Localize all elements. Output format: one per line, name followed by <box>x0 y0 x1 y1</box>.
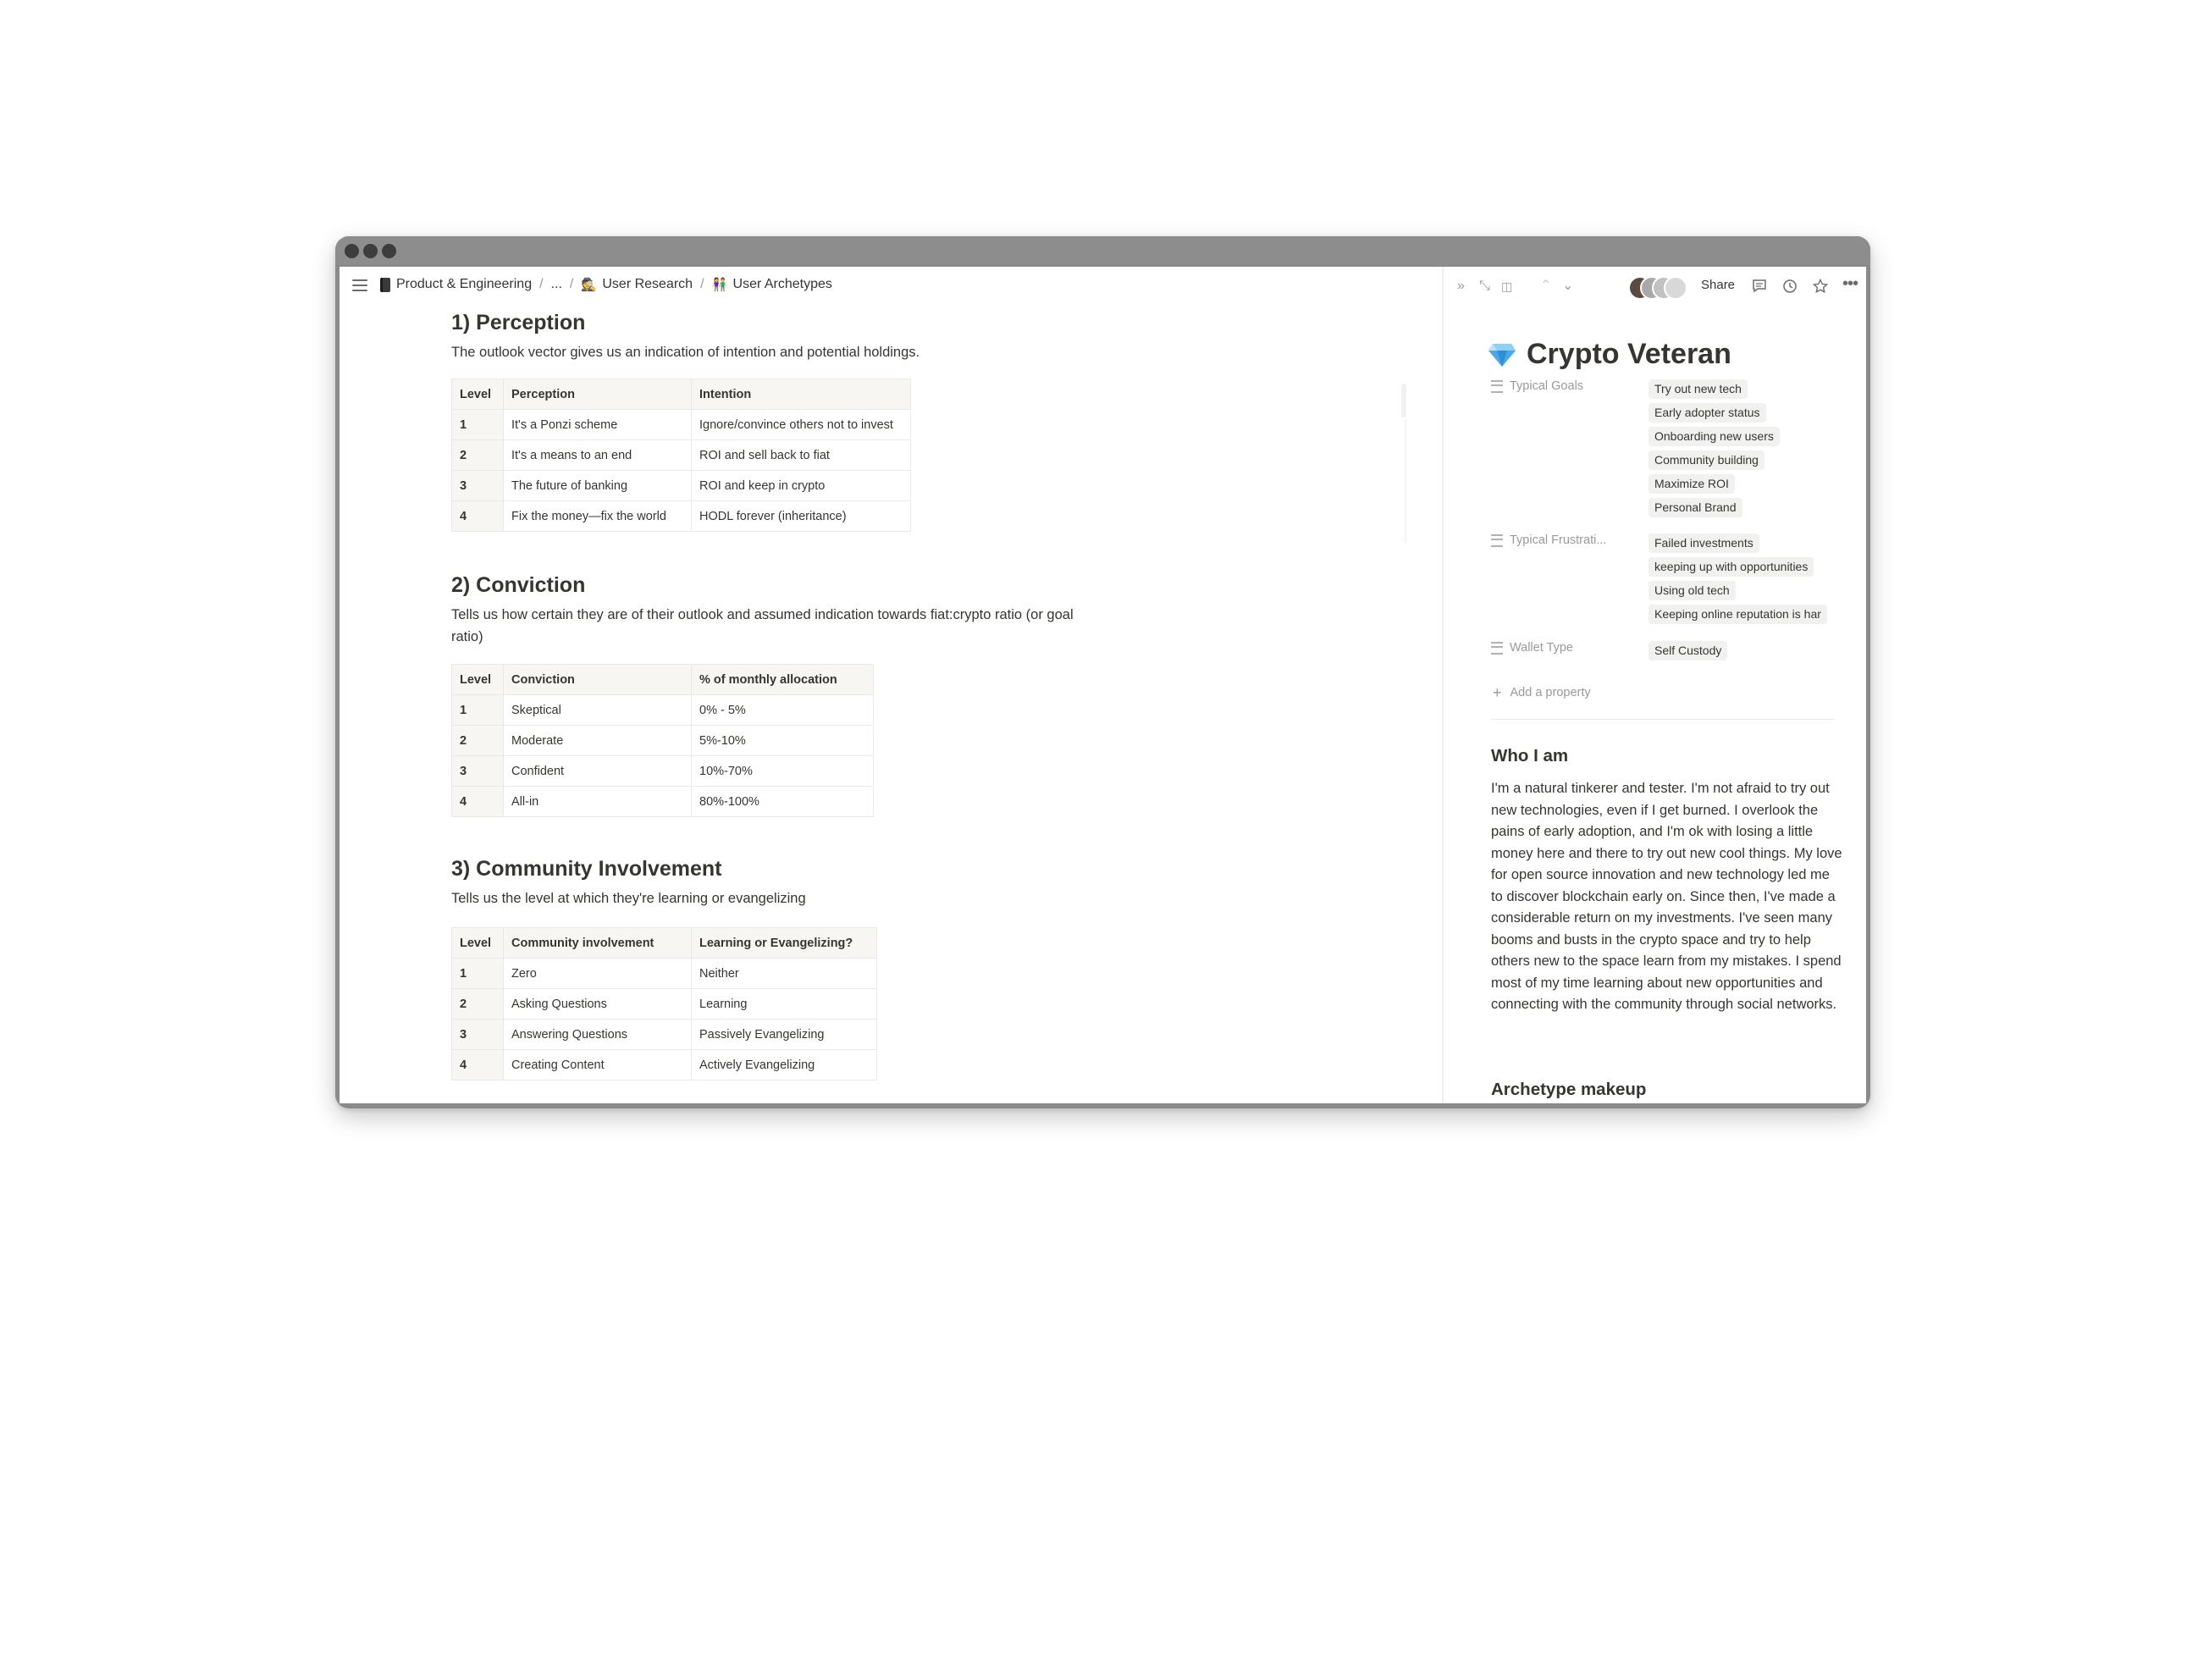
table-cell[interactable]: 2 <box>452 440 504 471</box>
table-cell[interactable]: The future of banking <box>504 471 692 501</box>
table-cell[interactable]: 3 <box>452 471 504 501</box>
detective-icon: 🕵 <box>581 278 598 292</box>
chevron-up-icon[interactable]: ⌃ <box>1540 279 1552 293</box>
table-row <box>452 989 877 1020</box>
table-cell[interactable]: Learning <box>692 989 877 1020</box>
top-bar <box>340 267 1440 307</box>
main-document <box>340 267 1440 1103</box>
more-icon[interactable]: ••• <box>1842 274 1858 293</box>
conviction-table <box>451 664 874 817</box>
table-row <box>452 756 874 787</box>
archetype-makeup-heading: Archetype makeup <box>1491 1080 1647 1099</box>
breadcrumb-label: User Research <box>602 277 693 291</box>
table-cell[interactable]: Zero <box>504 959 692 989</box>
table-cell[interactable]: Passively Evangelizing <box>692 1020 877 1050</box>
column-header: Conviction <box>504 665 692 695</box>
menu-icon[interactable] <box>352 279 367 291</box>
property-typical-goals[interactable] <box>1491 379 1836 517</box>
tag: Try out new tech <box>1649 379 1748 399</box>
notebook-icon <box>380 278 390 292</box>
table-row <box>452 1020 877 1050</box>
tag: Failed investments <box>1649 533 1759 553</box>
table-cell[interactable]: Creating Content <box>504 1050 692 1080</box>
add-property-button[interactable] <box>1493 686 1591 699</box>
section-heading: 3) Community Involvement <box>451 857 722 881</box>
column-header: Learning or Evangelizing? <box>692 928 877 959</box>
tag: Using old tech <box>1649 581 1736 600</box>
breadcrumb-separator: / <box>700 277 704 291</box>
breadcrumb-label: ... <box>550 277 562 291</box>
avatar <box>1664 276 1687 300</box>
table-header-row <box>452 379 911 410</box>
property-label <box>1491 533 1649 547</box>
double-chevron-right-icon[interactable]: » <box>1457 279 1465 293</box>
table-row <box>452 726 874 756</box>
section-heading: 1) Perception <box>451 311 586 334</box>
tag: keeping up with opportunities <box>1649 557 1814 577</box>
table-row <box>452 440 911 471</box>
table-cell[interactable]: Ignore/convince others not to invest <box>692 410 911 440</box>
property-wallet-type[interactable] <box>1491 641 1836 660</box>
list-icon <box>1491 380 1503 393</box>
column-header: Community involvement <box>504 928 692 959</box>
table-cell[interactable]: 4 <box>452 787 504 817</box>
table-cell[interactable]: 3 <box>452 756 504 787</box>
property-name: Wallet Type <box>1510 641 1573 655</box>
table-scroll-track <box>1405 419 1406 543</box>
table-cell[interactable]: Skeptical <box>504 695 692 726</box>
table-cell[interactable]: Fix the money—fix the world <box>504 501 692 532</box>
expand-icon[interactable]: ⤡ <box>1479 279 1490 293</box>
page-title-row <box>1488 338 1731 371</box>
breadcrumb-item-user-archetypes[interactable] <box>712 277 832 292</box>
people-icon: 👫 <box>711 278 728 292</box>
table-cell[interactable]: 5%-10% <box>692 726 874 756</box>
app-screen <box>340 267 1866 1103</box>
table-row <box>452 1050 877 1080</box>
who-i-am-heading: Who I am <box>1491 746 1569 765</box>
table-row <box>452 471 911 501</box>
column-header: Intention <box>692 379 911 410</box>
add-property-label: Add a property <box>1510 686 1591 699</box>
breadcrumb-separator: / <box>539 277 544 291</box>
section-description: Tells us how certain they are of their outlook and assumed indication towards fiat:crypto ratio (or goal ratio) <box>451 607 1074 644</box>
breadcrumb-item-product-engineering[interactable] <box>380 277 532 292</box>
section-description: The outlook vector gives us an indication of intention and potential holdings. <box>451 345 920 360</box>
table-row <box>452 787 874 817</box>
table-cell[interactable]: 4 <box>452 1050 504 1080</box>
list-icon <box>1491 534 1503 547</box>
tag: Personal Brand <box>1649 498 1742 517</box>
page-title[interactable]: Crypto Veteran <box>1527 338 1731 370</box>
tag: Self Custody <box>1649 641 1727 660</box>
table-cell[interactable]: Answering Questions <box>504 1020 692 1050</box>
column-header: Level <box>452 665 504 695</box>
minimize-window-button[interactable] <box>363 244 378 258</box>
table-cell[interactable]: 1 <box>452 959 504 989</box>
chevron-down-icon[interactable]: ⌄ <box>1562 279 1574 293</box>
who-i-am-text[interactable]: I'm a natural tinkerer and tester. I'm not afraid to try out new technologies, even if I get burned. I overlook the pains of early adoption, and I'm ok with losing a little money here and there to try out new cool things. My love for open source innovation and new technology led me to discover blockchain early on. Since then, I've made a considerable return on my investments. I've seen many booms and busts in the crypto space and try to help others new to the space learn from my mistakes. I spend most of my time learning about new opportunities and connecting with the community through social networks. <box>1491 781 1842 1012</box>
column-header: Level <box>452 928 504 959</box>
table-cell[interactable]: 1 <box>452 695 504 726</box>
column-header: % of monthly allocation <box>692 665 874 695</box>
table-cell[interactable]: Neither <box>692 959 877 989</box>
breadcrumb-separator: / <box>569 277 574 291</box>
breadcrumb-item-user-research[interactable] <box>581 277 693 292</box>
table-cell[interactable]: HODL forever (inheritance) <box>692 501 911 532</box>
tag: Maximize ROI <box>1649 474 1735 494</box>
peek-toolbar <box>1444 267 1866 307</box>
property-typical-frustrations[interactable] <box>1491 533 1836 624</box>
table-header-row <box>452 928 877 959</box>
gem-icon <box>1488 342 1516 368</box>
tag: Early adopter status <box>1649 403 1766 423</box>
zoom-window-button[interactable] <box>382 244 396 258</box>
avatar-group[interactable] <box>1628 276 1703 298</box>
table-cell[interactable]: 10%-70% <box>692 756 874 787</box>
table-scroll-handle[interactable] <box>1401 384 1406 417</box>
history-icon[interactable] <box>1782 279 1798 298</box>
perception-table <box>451 379 911 532</box>
multi-select-tags[interactable] <box>1649 641 1836 660</box>
list-icon <box>1491 642 1503 655</box>
table-cell[interactable]: All-in <box>504 787 692 817</box>
comment-icon[interactable] <box>1752 279 1767 297</box>
table-cell[interactable]: Actively Evangelizing <box>692 1050 877 1080</box>
multi-select-tags[interactable] <box>1649 379 1836 517</box>
table-cell[interactable]: 80%-100% <box>692 787 874 817</box>
column-header: Level <box>452 379 504 410</box>
community-table <box>451 927 877 1080</box>
table-cell[interactable]: ROI and sell back to fiat <box>692 440 911 471</box>
close-window-button[interactable] <box>345 244 359 258</box>
column-header: Perception <box>504 379 692 410</box>
breadcrumb-label: User Archetypes <box>732 277 832 291</box>
table-cell[interactable]: 0% - 5% <box>692 695 874 726</box>
section-heading: 2) Conviction <box>451 573 586 597</box>
app-window <box>335 236 1870 1108</box>
side-peek-panel <box>1442 267 1866 1103</box>
table-header-row <box>452 665 874 695</box>
star-icon[interactable] <box>1813 279 1828 298</box>
table-row <box>452 959 877 989</box>
table-cell[interactable]: It's a means to an end <box>504 440 692 471</box>
table-cell[interactable]: 2 <box>452 726 504 756</box>
breadcrumb-item-ellipsis[interactable] <box>551 277 562 292</box>
tag: Community building <box>1649 450 1765 470</box>
property-name: Typical Frustrati... <box>1510 533 1607 547</box>
table-cell[interactable]: Moderate <box>504 726 692 756</box>
breadcrumb-label: Product & Engineering <box>396 277 533 291</box>
breadcrumb <box>380 277 832 292</box>
table-cell[interactable]: 1 <box>452 410 504 440</box>
tag: Keeping online reputation is har <box>1649 605 1827 624</box>
property-label <box>1491 641 1649 655</box>
tag: Onboarding new users <box>1649 427 1780 446</box>
multi-select-tags[interactable] <box>1649 533 1836 624</box>
table-row <box>452 695 874 726</box>
table-cell[interactable]: ROI and keep in crypto <box>692 471 911 501</box>
window-titlebar <box>335 236 1870 265</box>
table-cell[interactable]: 4 <box>452 501 504 532</box>
property-label <box>1491 379 1649 393</box>
section-description: Tells us the level at which they're learning or evangelizing <box>451 891 806 906</box>
divider <box>1491 719 1835 720</box>
table-cell[interactable]: 3 <box>452 1020 504 1050</box>
side-panel-icon[interactable]: ◫ <box>1501 279 1513 293</box>
property-name: Typical Goals <box>1510 379 1584 393</box>
table-row <box>452 501 911 532</box>
table-cell[interactable]: Confident <box>504 756 692 787</box>
table-cell[interactable]: It's a Ponzi scheme <box>504 410 692 440</box>
table-row <box>452 410 911 440</box>
table-cell[interactable]: 2 <box>452 989 504 1020</box>
table-cell[interactable]: Asking Questions <box>504 989 692 1020</box>
plus-icon: + <box>1493 684 1502 701</box>
share-button[interactable]: Share <box>1701 278 1736 292</box>
